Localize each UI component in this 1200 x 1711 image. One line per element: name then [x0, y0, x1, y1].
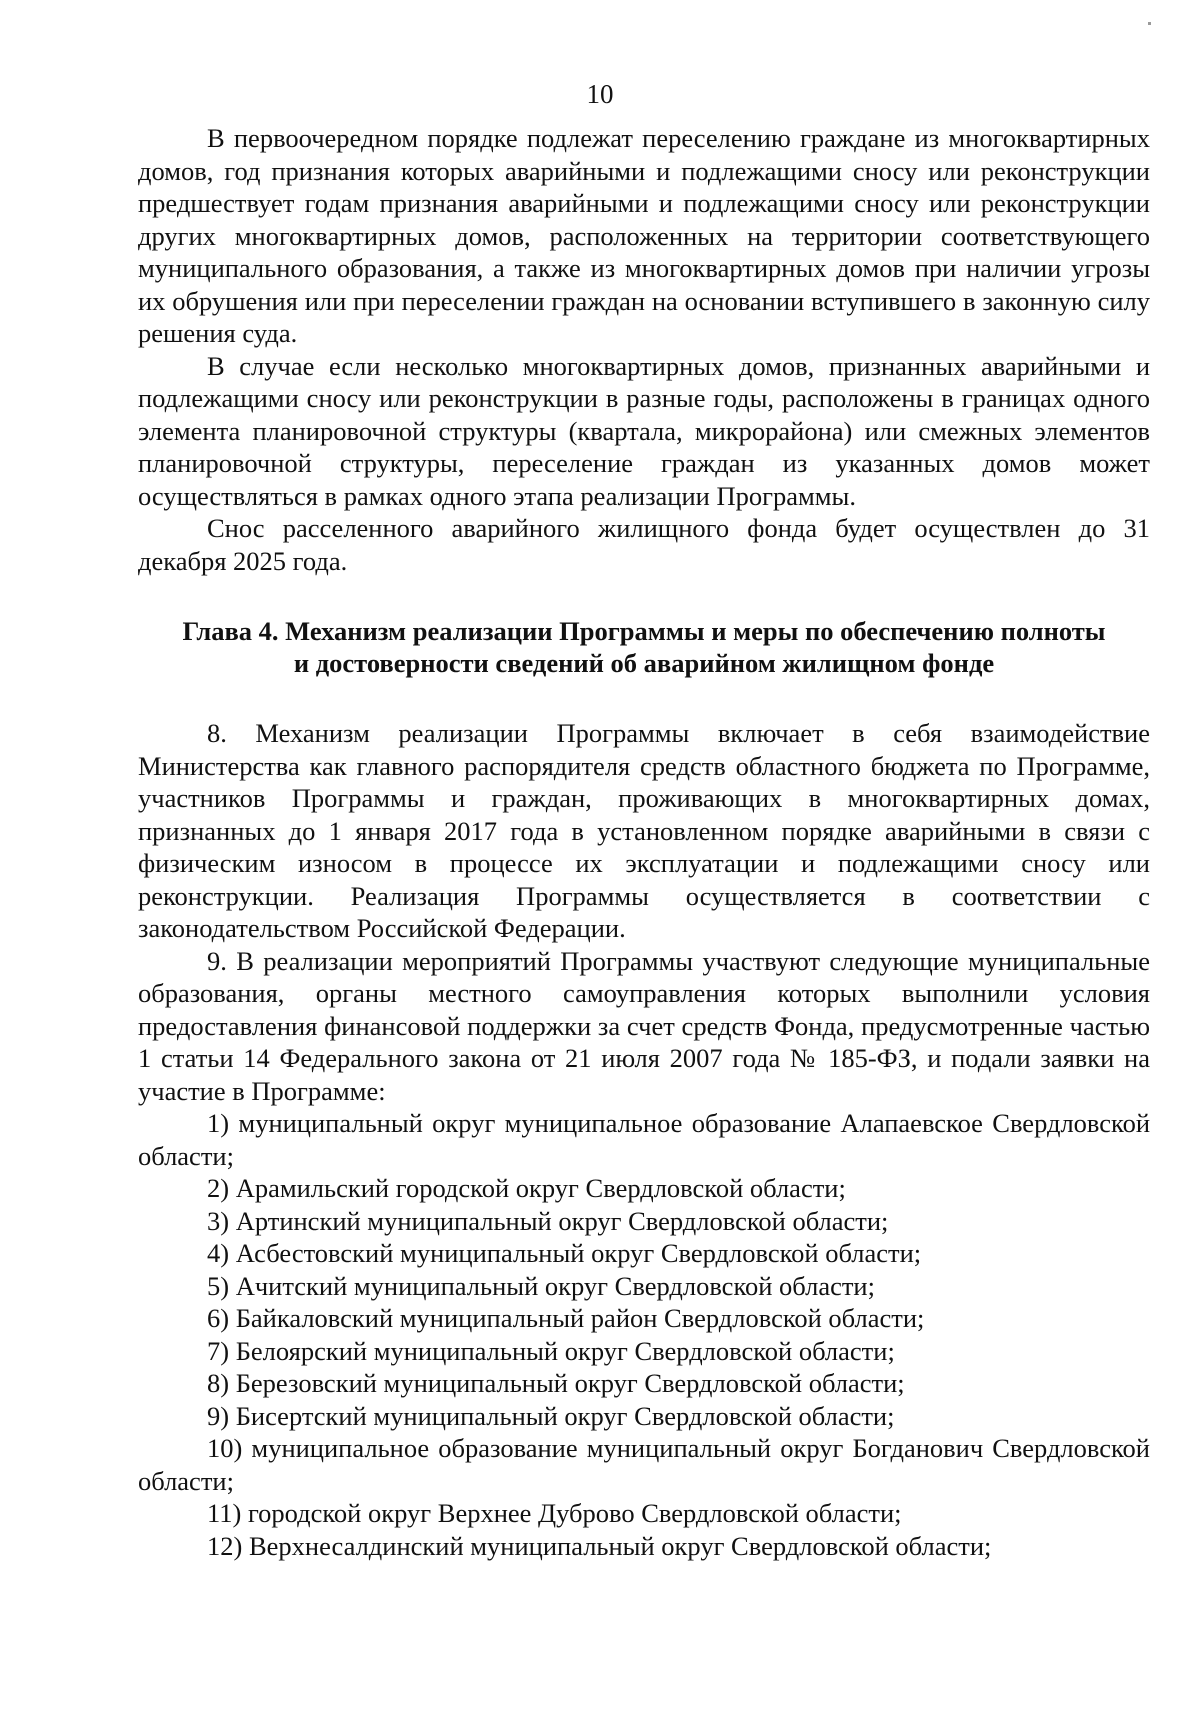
list-item: 12) Верхнесалдинский муниципальный округ Свердловской области; — [207, 1530, 992, 1561]
document-body — [138, 122, 1150, 1562]
page-number: 10 — [586, 79, 614, 109]
list-item: 10) муниципальное образование муниципальный округ Богданович Свердловской области; — [138, 1433, 1150, 1496]
paragraph-item-9: 9. В реализации мероприятий Программы участвуют следующие муниципальные образования, органы местного самоуправления которых выполнили условия предоставления финансовой поддержки за счет средств Фонда, предусмотренные частью 1 статьи 14 Федерального закона от 21 июля 2007 года № 185-ФЗ, и подали заявки на участие в Программе: — [138, 945, 1150, 1106]
list-item: 4) Асбестовский муниципальный округ Свердловской области; — [207, 1238, 922, 1268]
paragraph-priority-resettlement: В первоочередном порядке подлежат переселению граждане из многоквартирных домов, год признания которых аварийными и подлежащими сносу или реконструкции предшествует годам признания аварийными и подлежащими сносу или реконструкции других многоквартирных домов, расположенных на территории соответствующего муниципального образования, а также из многоквартирных домов при наличии угрозы их обрушения или при переселении граждан на основании вступившего в законную силу решения суда. — [138, 123, 1150, 348]
list-item: 1) муниципальный округ муниципальное образование Алапаевское Свердловской области; — [138, 1108, 1150, 1171]
list-item: 3) Артинский муниципальный округ Свердловской области; — [207, 1205, 889, 1236]
list-item: 2) Арамильский городской округ Свердловской области; — [207, 1173, 846, 1203]
chapter-heading — [138, 615, 1150, 679]
chapter-heading-line-2: и достоверности сведений об аварийном жилищном фонде — [293, 648, 995, 678]
paragraph-item-8: 8. Механизм реализации Программы включает в себя взаимодействие Министерства как главного распорядителя средств областного бюджета по Программе, участников Программы и граждан, проживающих в многоквартирных домах, признанных до 1 января 2017 года в установленном порядке аварийными в связи с физическим износом в процессе их эксплуатации и подлежащими сносу или реконструкции. Реализация Программы осуществляется в соответствии с законодательством Российской Федерации. — [138, 718, 1150, 943]
paragraph-multiple-houses: В случае если несколько многоквартирных домов, признанных аварийными и подлежащими сносу или реконструкции в разные годы, расположены в границах одного элемента планировочной структуры (квартала, микрорайона) или смежных элементов планировочной структуры, переселение граждан из указанных домов может осуществляться в рамках одного этапа реализации Программы. — [138, 350, 1150, 511]
list-item: 7) Белоярский муниципальный округ Свердловской области; — [207, 1335, 895, 1366]
list-item: 9) Бисертский муниципальный округ Свердловской области; — [207, 1400, 895, 1431]
chapter-heading-line-1: Глава 4. Механизм реализации Программы и меры по обеспечению полноты — [182, 616, 1106, 646]
paragraph-demolition-deadline: Снос расселенного аварийного жилищного фонда будет осуществлен до 31 декабря 2025 года. — [138, 513, 1150, 576]
list-item: 6) Байкаловский муниципальный район Свердловской области; — [207, 1303, 925, 1333]
scan-mark — [1148, 22, 1151, 25]
list-item: 5) Ачитский муниципальный округ Свердловской области; — [207, 1270, 875, 1301]
list-item: 11) городской округ Верхнее Дуброво Свердловской области; — [207, 1498, 902, 1528]
list-item: 8) Березовский муниципальный округ Свердловской области; — [207, 1368, 905, 1398]
